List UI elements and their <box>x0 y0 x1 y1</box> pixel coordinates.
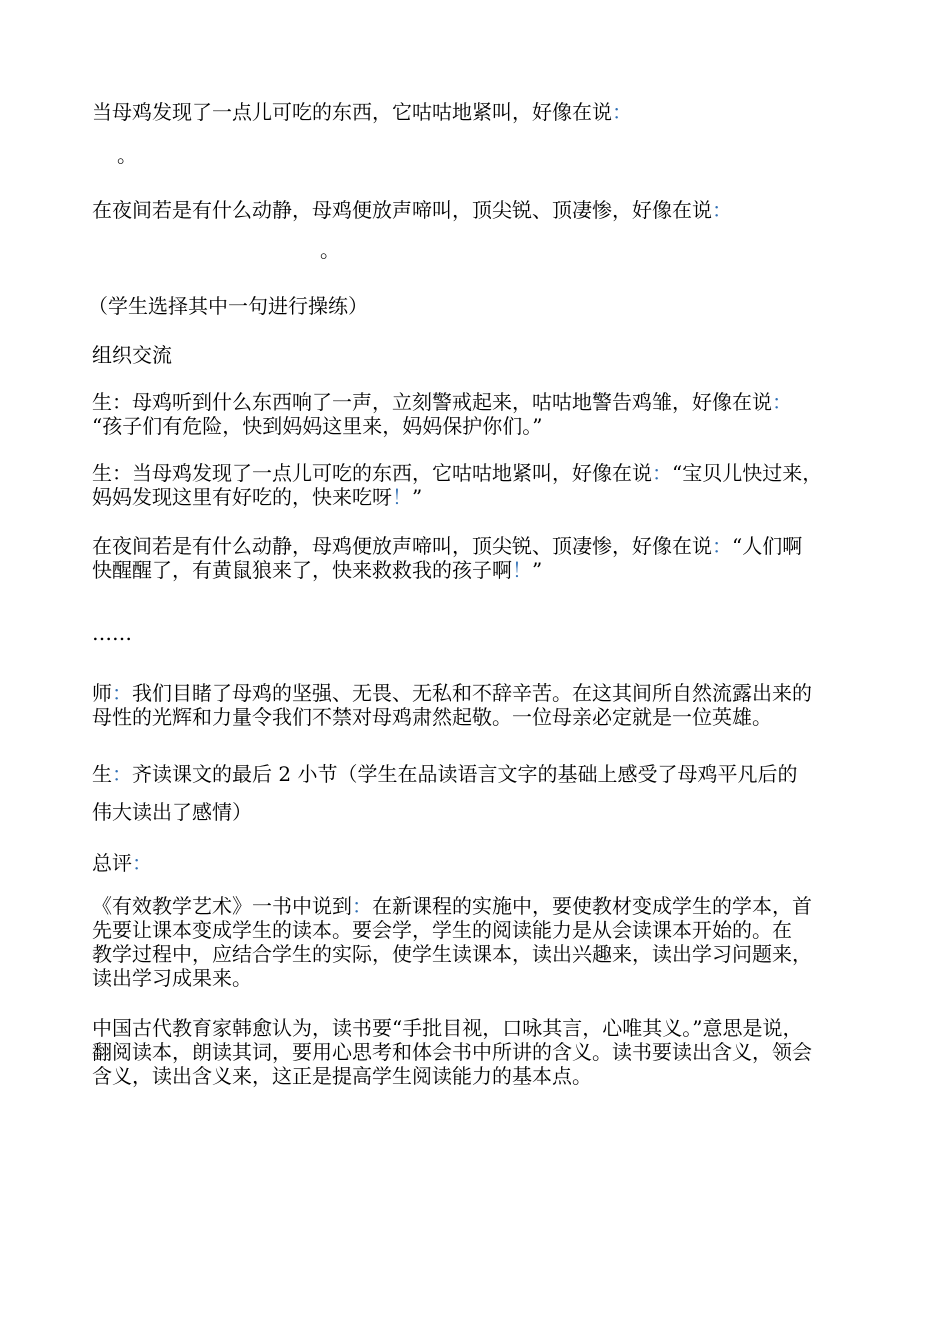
colored-colon: ： <box>652 461 672 485</box>
colored-colon: ： <box>712 534 732 558</box>
colored-colon: ： <box>612 100 632 124</box>
line-text: 师 <box>92 681 112 705</box>
colored-colon: ： <box>112 681 132 705</box>
text-line <box>92 460 872 486</box>
line-text: 组织交流 <box>92 343 172 367</box>
text-line <box>92 533 872 559</box>
text-line <box>92 680 872 706</box>
line-text: 在新课程的实施中，要使教材变成学生的学本，首 <box>372 894 812 918</box>
line-text: 总评 <box>92 851 132 875</box>
text-line <box>92 1063 872 1089</box>
colored-exclamation: ！ <box>512 558 532 582</box>
line-text: 伟大读出了感情） <box>92 800 252 824</box>
text-line <box>92 413 872 439</box>
line-text: …… <box>92 621 132 645</box>
line-text: 母性的光辉和力量令我们不禁对母鸡肃然起敬。一位母亲必定就是一位英雄。 <box>92 705 772 729</box>
line-text: 妈妈发现这里有好吃的，快来吃呀 <box>92 485 392 509</box>
line-text: “人们啊 <box>732 534 803 558</box>
section-heading <box>92 850 872 876</box>
text-line <box>92 941 872 967</box>
line-text: 生：母鸡听到什么东西响了一声，立刻警戒起来，咕咕地警告鸡雏，好像在说 <box>92 390 772 414</box>
ellipsis-line <box>92 620 872 646</box>
colored-colon: ： <box>772 390 792 414</box>
section-heading <box>92 342 872 368</box>
line-text: 生：当母鸡发现了一点儿可吃的东西，它咕咕地紧叫，好像在说 <box>92 461 652 485</box>
line-text: 在夜间若是有什么动静，母鸡便放声啼叫，顶尖锐、顶凄惨，好像在说 <box>92 198 712 222</box>
line-text: “孩子们有危险，快到妈妈这里来，妈妈保护你们。” <box>92 414 543 438</box>
text-line <box>92 799 872 825</box>
line-text: “宝贝儿快过来， <box>672 461 823 485</box>
text-line <box>92 704 872 730</box>
line-text: 教学过程中，应结合学生的实际，使学生读课本，读出兴趣来，读出学习问题来， <box>92 942 812 966</box>
text-line <box>92 1015 872 1041</box>
line-text: 当母鸡发现了一点儿可吃的东西，它咕咕地紧叫，好像在说 <box>92 100 612 124</box>
blank-answer-line <box>117 142 897 168</box>
text-line <box>92 1039 872 1065</box>
text-line <box>92 99 872 125</box>
colored-exclamation: ！ <box>392 485 412 509</box>
colored-colon: ： <box>712 198 732 222</box>
blank-answer-line <box>320 237 950 263</box>
text-line <box>92 557 872 583</box>
colored-colon: ： <box>352 894 372 918</box>
text-line <box>92 197 872 223</box>
text-line <box>92 893 872 919</box>
line-text: 生 <box>92 762 112 786</box>
line-text: 齐读课文的最后 2 小节（学生在品读语言文字的基础上感受了母鸡平凡后的 <box>132 762 798 786</box>
text-line <box>92 965 872 991</box>
line-text: 翻阅读本，朗读其词，要用心思考和体会书中所讲的含义。读书要读出含义，领会 <box>92 1040 812 1064</box>
line-text: 。 <box>117 143 137 167</box>
line-text: （学生选择其中一句进行操练） <box>88 294 368 318</box>
line-text: 快醒醒了，有黄鼠狼来了，快来救救我的孩子啊 <box>92 558 512 582</box>
text-line <box>92 917 872 943</box>
colored-colon: ： <box>112 762 132 786</box>
line-text: 。 <box>320 238 340 262</box>
line-text: 《有效教学艺术》一书中说到 <box>92 894 352 918</box>
text-line <box>92 484 872 510</box>
line-text: 含义，读出含义来，这正是提高学生阅读能力的基本点。 <box>92 1064 592 1088</box>
line-text: 先要让课本变成学生的读本。要会学，学生的阅读能力是从会读课本开始的。在 <box>92 918 792 942</box>
colored-colon: ： <box>132 851 152 875</box>
text-line <box>92 761 872 787</box>
instruction-line <box>88 293 868 319</box>
line-text: ” <box>532 558 543 582</box>
line-text: 我们目睹了母鸡的坚强、无畏、无私和不辞辛苦。在这其间所自然流露出来的 <box>132 681 812 705</box>
line-text: 读出学习成果来。 <box>92 966 252 990</box>
line-text: 在夜间若是有什么动静，母鸡便放声啼叫，顶尖锐、顶凄惨，好像在说 <box>92 534 712 558</box>
line-text: 中国古代教育家韩愈认为，读书要“手批目视，口咏其言，心唯其义。”意思是说， <box>92 1016 803 1040</box>
text-line <box>92 389 872 415</box>
line-text: ” <box>412 485 423 509</box>
